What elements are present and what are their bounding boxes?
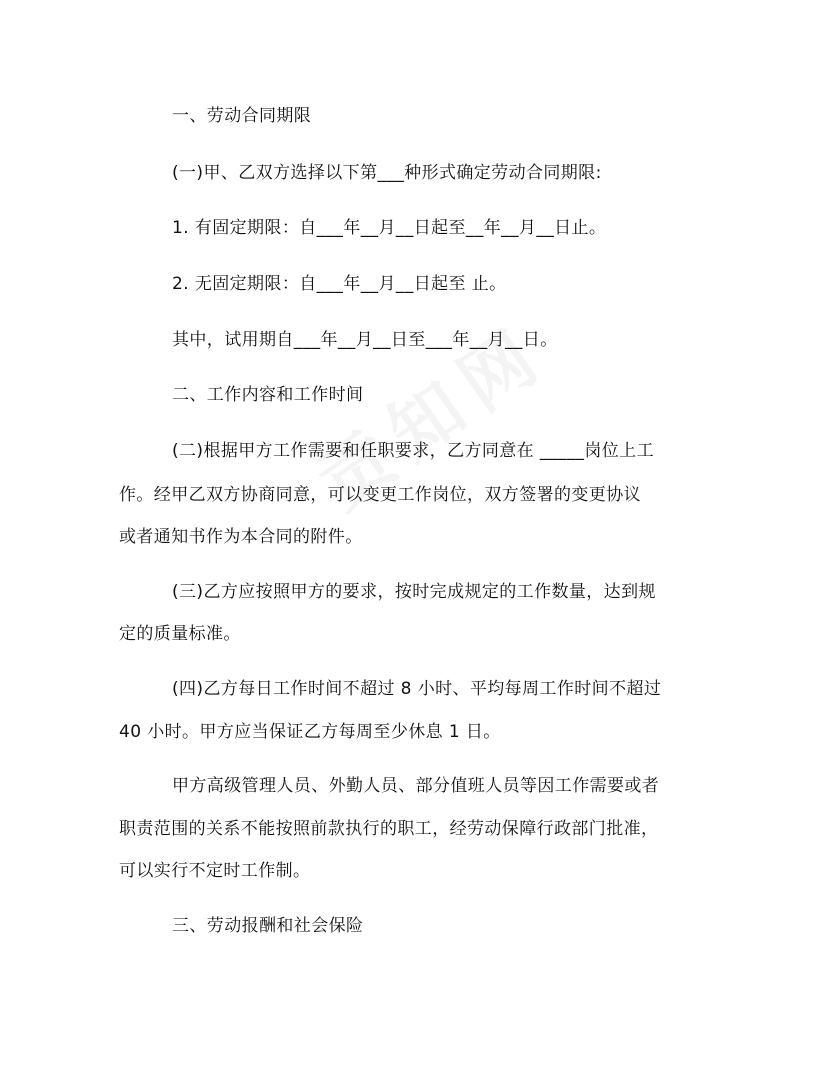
heading-remuneration: 三、劳动报酬和社会保险: [172, 916, 364, 936]
paragraph-work-quantity-line2: 定的质量标准。: [119, 624, 241, 644]
heading-work-content: 二、工作内容和工作时间: [172, 385, 364, 405]
paragraph-flexible-hours-line1: 甲方高级管理人员、外勤人员、部分值班人员等因工作需要或者: [172, 776, 660, 796]
heading-contract-term: 一、劳动合同期限: [172, 106, 312, 126]
paragraph-work-hours-line2: 40 小时。甲方应当保证乙方每周至少休息 1 日。: [119, 722, 501, 742]
paragraph-flexible-hours-line2: 职责范围的关系不能按照前款执行的职工，经劳动保障行政部门批准，: [119, 819, 659, 839]
paragraph-job-position-line1: (二)根据甲方工作需要和任职要求，乙方同意在 _____岗位上工: [172, 441, 654, 461]
paragraph-term-options: (一)甲、乙双方选择以下第___种形式确定劳动合同期限:: [172, 163, 602, 183]
paragraph-probation: 其中，试用期自___年__月__日至___年__月__日。: [172, 330, 558, 350]
paragraph-flexible-hours-line3: 可以实行不定时工作制。: [119, 861, 311, 881]
paragraph-work-quantity-line1: (三)乙方应按照甲方的要求，按时完成规定的工作数量，达到规: [172, 582, 656, 602]
list-item-fixed-term: 1. 有固定期限：自___年__月__日起至__年__月__日止。: [172, 218, 607, 238]
list-item-open-term: 2. 无固定期限：自___年__月__日起至 止。: [172, 274, 507, 294]
paragraph-job-position-line3: 或者通知书作为本合同的附件。: [119, 527, 363, 547]
paragraph-job-position-line2: 作。经甲乙双方协商同意，可以变更工作岗位，双方签署的变更协议: [119, 485, 641, 505]
paragraph-work-hours-line1: (四)乙方每日工作时间不超过 8 小时、平均每周工作时间不超过: [172, 679, 662, 699]
